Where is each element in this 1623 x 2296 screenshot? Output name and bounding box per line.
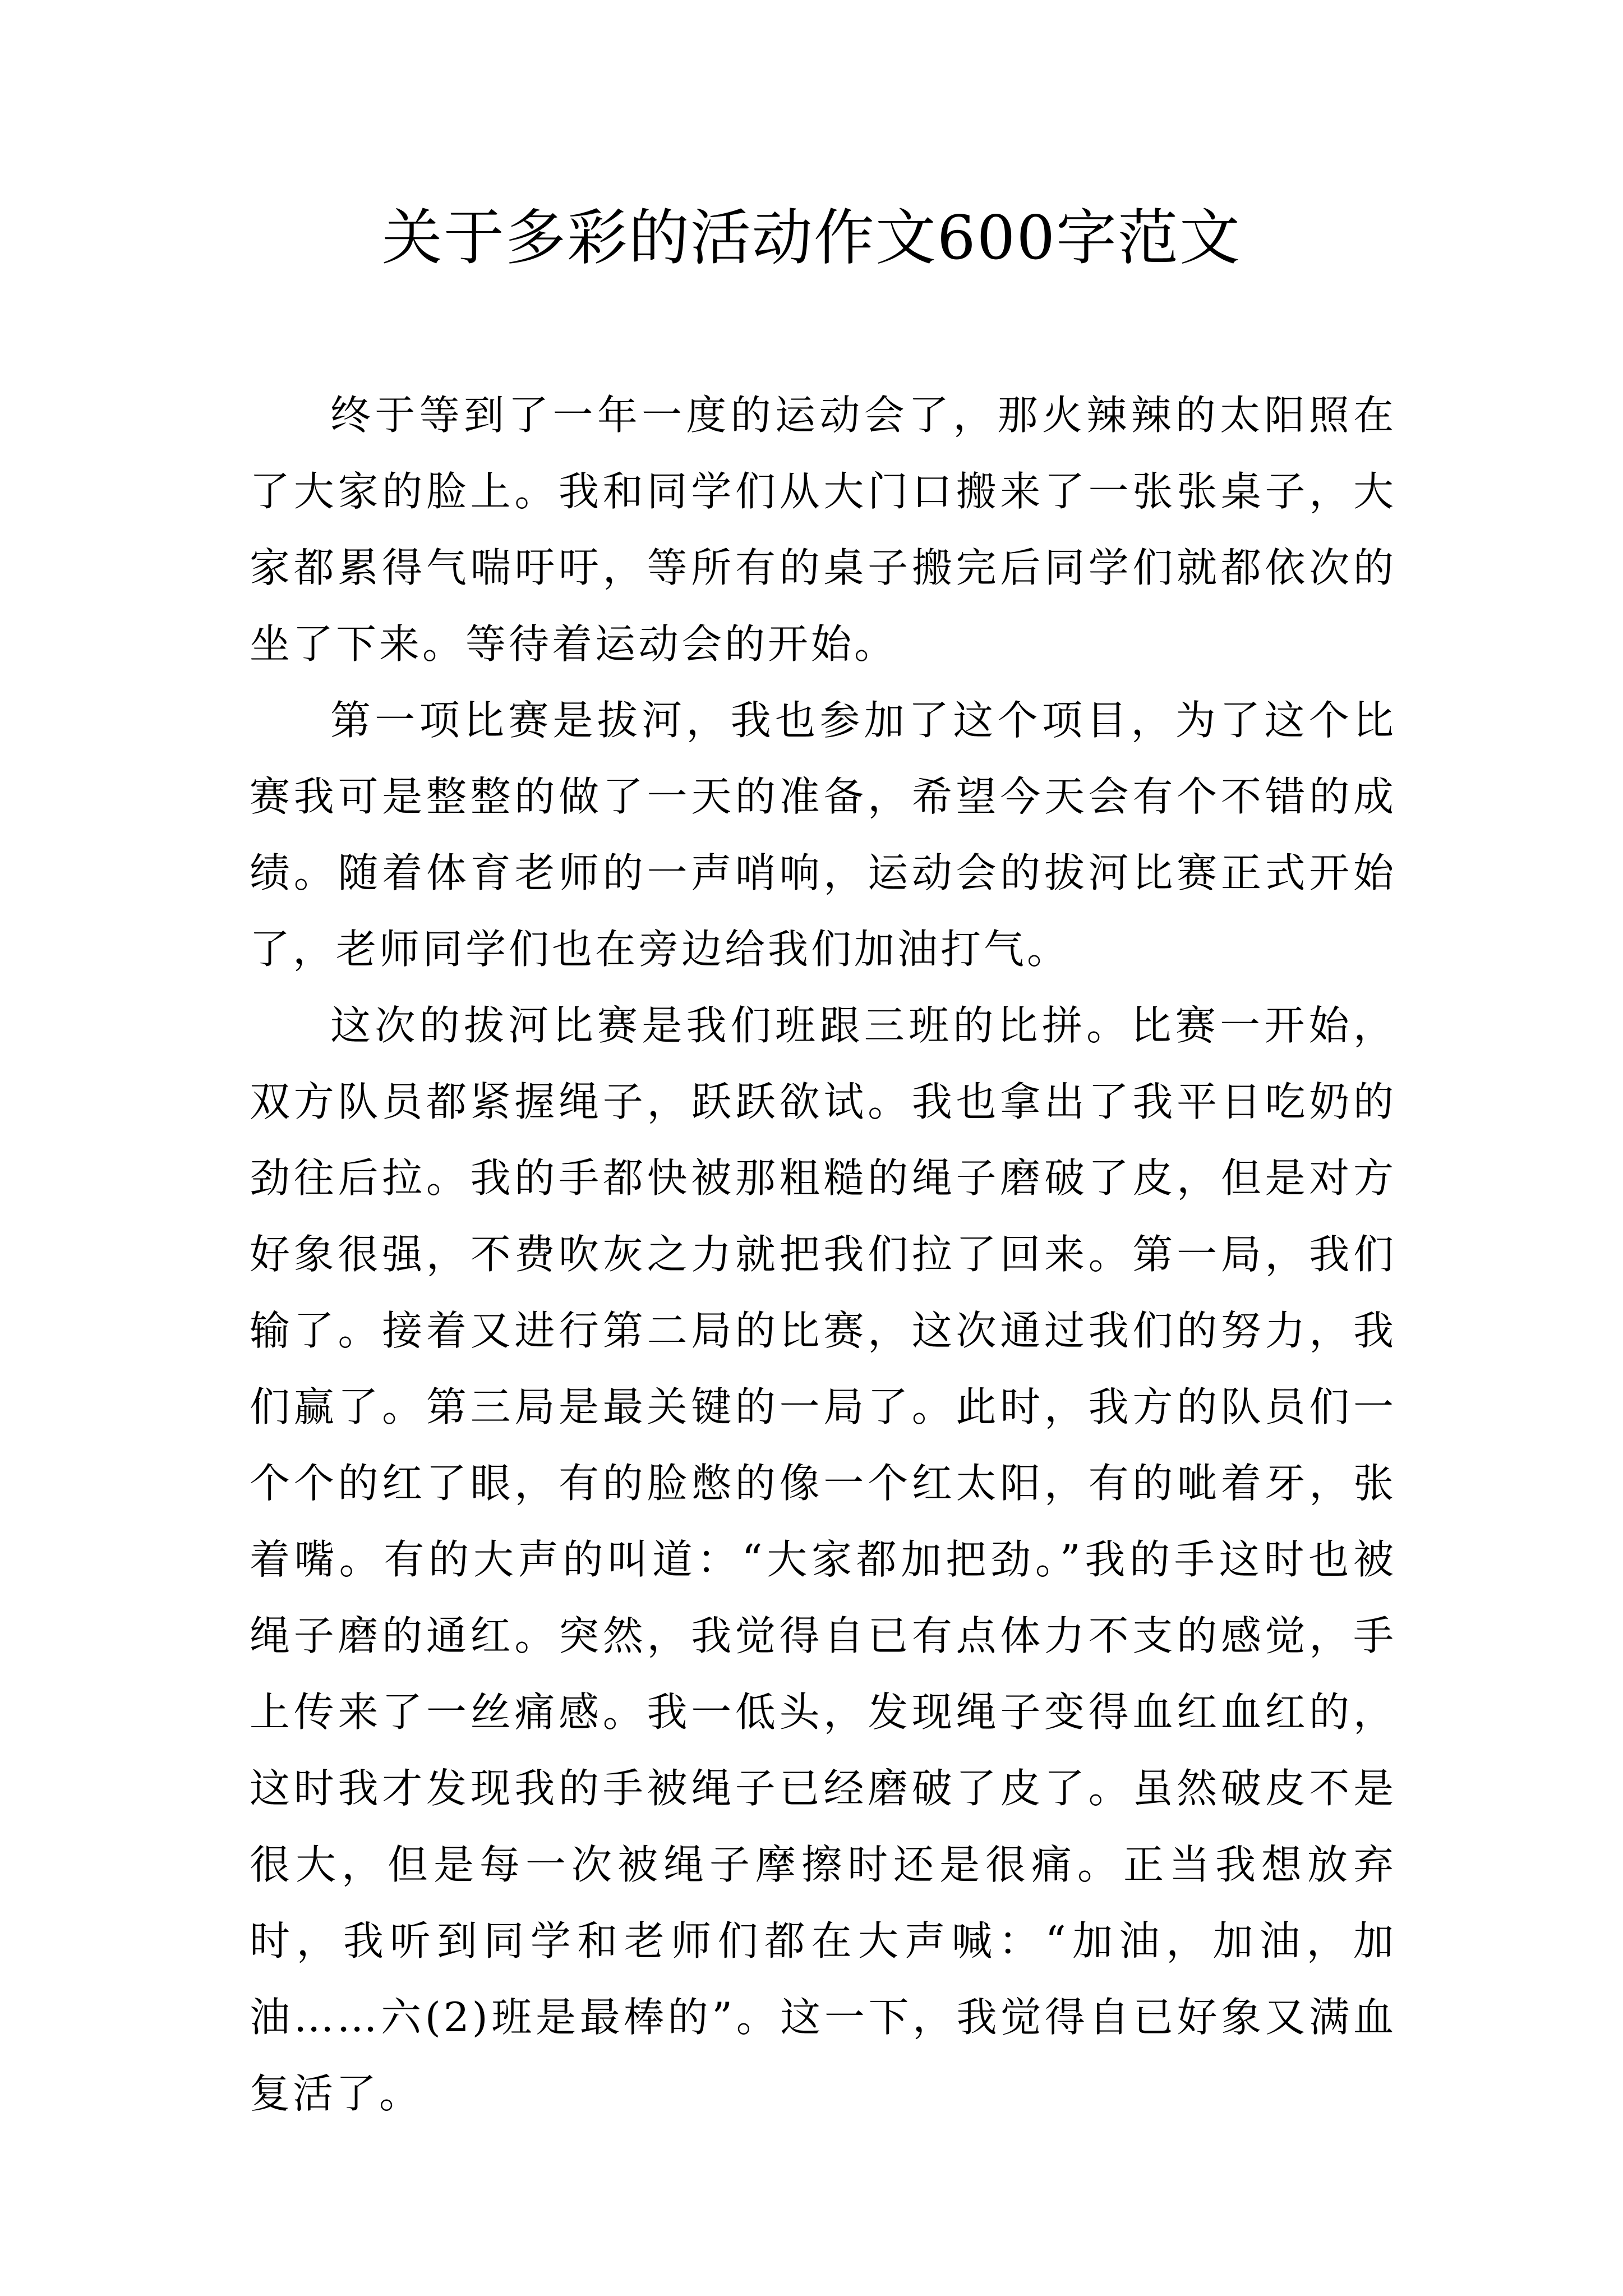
document-body bbox=[250, 377, 1396, 2132]
page-title: 关于多彩的活动作文600字范文 bbox=[381, 203, 1242, 273]
paragraph-3: 这次的拔河比赛是我们班跟三班的比拼。比赛一开始，双方队员都紧握绳子，跃跃欲试。我也拿出了我平日吃奶的劲往后拉。我的手都快被那粗糙的绳子磨破了皮，但是对方好象很强，不费吹灰之力就把我们拉了回来。第一局，我们输了。接着又进行第二局的比赛，这次通过我们的努力，我们赢了。第三局是最关键的一局了。此时，我方的队员们一个个的红了眼，有的脸憋的像一个红太阳，有的呲着牙，张着嘴。有的大声的叫道：“大家都加把劲。”我的手这时也被绳子磨的通红。突然，我觉得自已有点体力不支的感觉，手上传来了一丝痛感。我一低头，发现绳子变得血红血红的，这时我才发现我的手被绳子已经磨破了皮了。虽然破皮不是很大，但是每一次被绳子摩擦时还是很痛。正当我想放弃时，我听到同学和老师们都在大声喊：“加油，加油，加油……六(2)班是最棒的”。这一下，我觉得自已好象又满血复活了。 bbox=[250, 1002, 1396, 2117]
paragraph-1: 终于等到了一年一度的运动会了，那火辣辣的太阳照在了大家的脸上。我和同学们从大门口搬来了一张张桌子，大家都累得气喘吁吁，等所有的桌子搬完后同学们就都依次的坐了下来。等待着运动会的开始。 bbox=[250, 392, 1396, 668]
paragraph-2: 第一项比赛是拔河，我也参加了这个项目，为了这个比赛我可是整整的做了一天的准备，希望今天会有个不错的成绩。随着体育老师的一声哨响，运动会的拔河比赛正式开始了，老师同学们也在旁边给我们加油打气。 bbox=[250, 697, 1396, 973]
